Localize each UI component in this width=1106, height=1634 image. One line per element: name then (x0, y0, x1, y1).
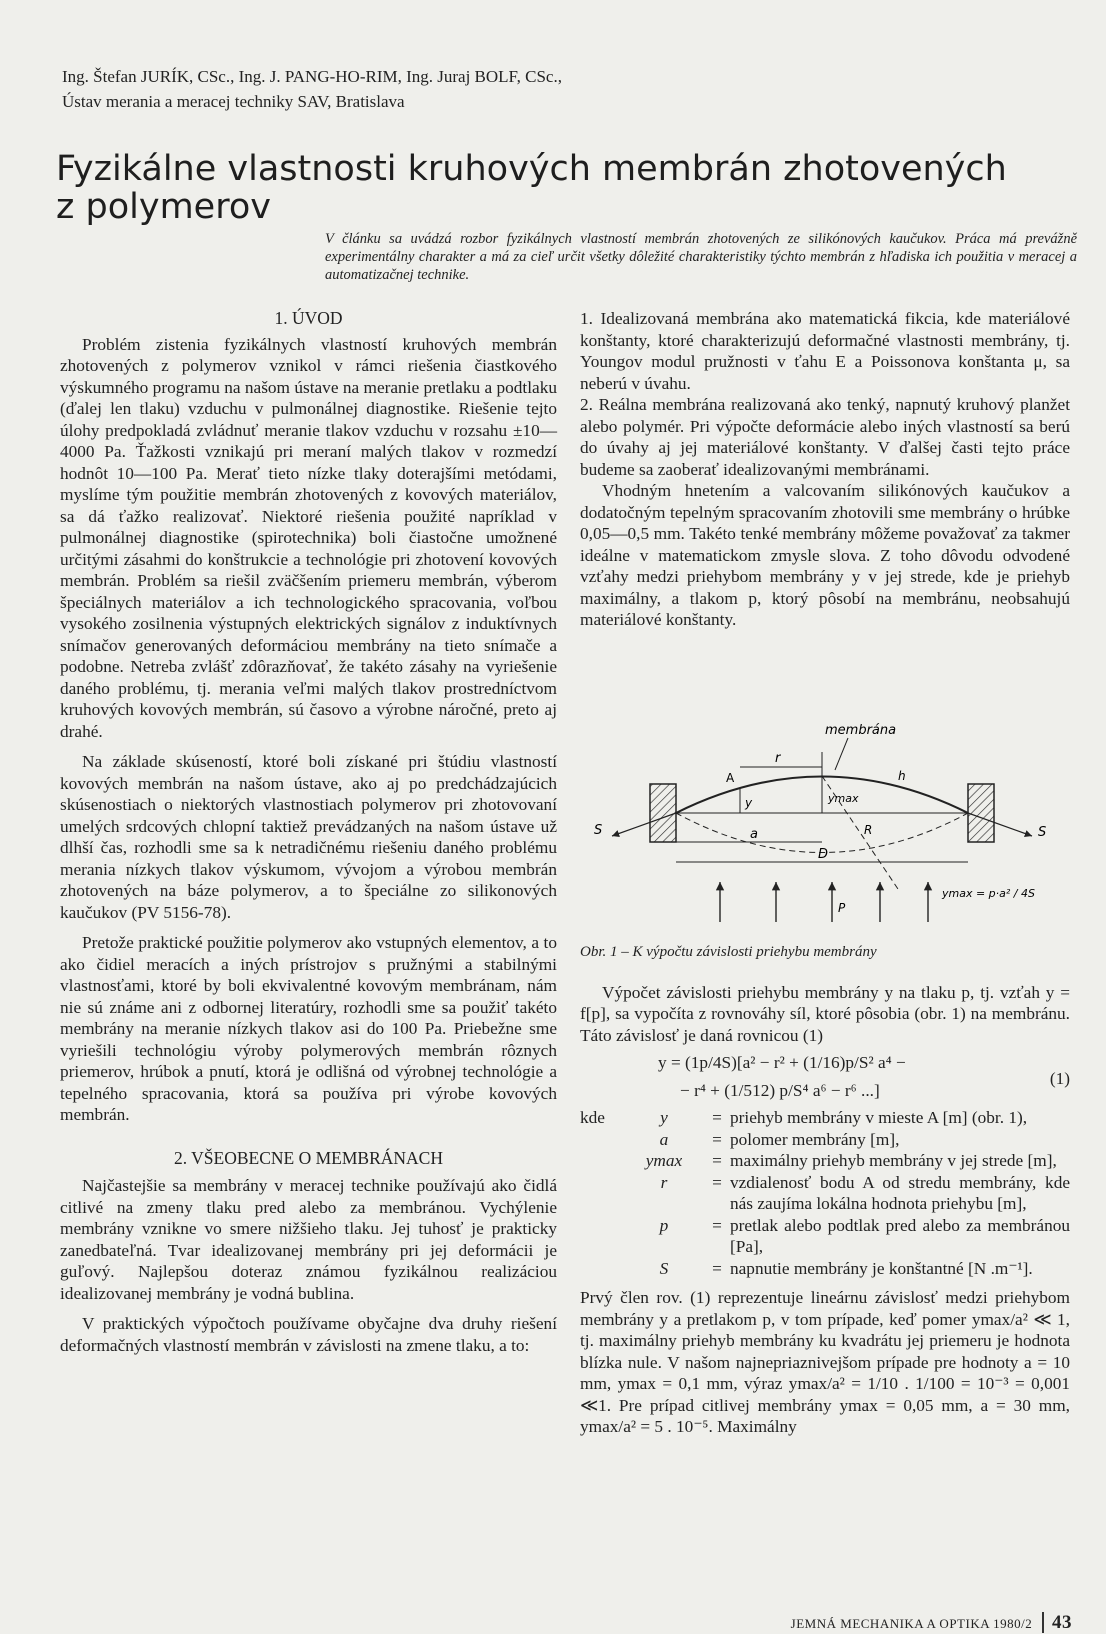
definition-row (580, 1215, 1070, 1258)
label-y: y (745, 796, 753, 810)
definition-text: polomer membrány [m], (730, 1129, 900, 1149)
title-line-2: z polymerov (56, 187, 271, 227)
paragraph: V praktických výpočtoch používame obyčajne dva druhy riešení deformačných vlastností membrán v závislosti na zmene tlaku, a to: (60, 1314, 557, 1355)
equals-sign: = (712, 1108, 722, 1127)
definition-text: vzdialenosť bodu A od stredu membrány, kde nás zaujíma lokálna hodnota priehybu [m], (730, 1172, 1070, 1213)
definition-lead (580, 1129, 624, 1151)
definition-row (580, 1107, 1070, 1129)
membrane-diagram (580, 712, 1070, 932)
definition-row (580, 1172, 1070, 1215)
right-clamp (968, 784, 994, 842)
definition-symbol: r (660, 1172, 668, 1192)
label-a: a (750, 827, 758, 842)
equals-sign: = (712, 1215, 722, 1235)
definition-row (580, 1129, 1070, 1151)
equals-sign: = (712, 1258, 722, 1278)
right-column-bottom (580, 936, 1070, 1438)
label-D: D (818, 847, 829, 862)
definition-symbol: ymax (645, 1151, 683, 1170)
authors-line: Ing. Štefan JURÍK, CSc., Ing. J. PANG-HO-RIM, Ing. Juraj BOLF, CSc., (62, 67, 562, 86)
institute-line: Ústav merania a meracej techniky SAV, Bratislava (62, 92, 405, 111)
section-heading-membranes: 2. VŠEOBECNE O MEMBRÁNACH (173, 1147, 443, 1168)
equals-sign: = (712, 1172, 722, 1192)
paragraph: Prvý člen rov. (1) reprezentuje lineárnu závislosť medzi priehybom membrány y a pretlakom p, v tom prípade, keď pomer ymax/a² ≪ 1, tj. maximálny priehyb membrány ku kvadrátu jej priemeru je hodnota blízka nule. V našom najnepriaznivejšom prípade pre hodnoty a = 10 mm, ymax = 0,1 mm, výraz ymax/a² = 1/10 . 1/100 = 10⁻³ = 0,001 ≪1. Pre prípad citlivej membrány ymax = 0,05 mm, a = 30 mm, ymax/a² = 5 . 10⁻⁵. Maximálny (580, 1288, 1070, 1436)
paragraph: 2. Reálna membrána realizovaná ako tenký, napnutý kruhový planžet alebo polymér. Pri výpočte deformácie alebo iných vlastností sa berú do úvahy aj jej materiálové konštanty. V ďalšej časti tejto práce budeme sa zaoberať idealizovanými membránami. (580, 395, 1070, 479)
membrane-diagram-svg (580, 712, 1070, 932)
definition-lead: kde (580, 1108, 605, 1127)
definition-symbol: p (659, 1215, 669, 1235)
figure-formula: ymax = p·a² / 4S (942, 887, 1035, 900)
paragraph: Výpočet závislosti priehybu membrány y na tlaku p, tj. vzťah y = f[p], sa vypočíta z rovnováhy síl, ktoré pôsobia (obr. 1) na membránu. Táto závislosť je daná rovnicou (1) (580, 982, 1070, 1045)
label-membrana: membrána (825, 723, 897, 738)
equals-sign: = (712, 1129, 722, 1149)
label-ymax: ymax (828, 792, 859, 805)
author-block (62, 64, 562, 114)
definition-symbol: S (659, 1258, 669, 1278)
definition-text: pretlak alebo podtlak pred alebo za membránou [Pa], (730, 1215, 1070, 1256)
equals-sign: = (712, 1151, 722, 1170)
equation-line-2 (580, 1068, 1070, 1102)
article-title (56, 150, 1056, 226)
label-r: r (775, 751, 781, 766)
definition-text: priehyb membrány v mieste A [m] (obr. 1), (730, 1108, 1028, 1127)
label-a-point: A (726, 771, 735, 785)
label-p: P (838, 901, 846, 915)
abstract: V článku sa uvádzá rozbor fyzikálnych vlastností membrán zhotovených ze silikónových kaučukov. Práca má prevážně experimentálny charakter a má za cieľ určit všetky dôležité charakteristiky týchto membrán z hľadiska ich použitia v meracej a automatizačnej technike. (325, 231, 1077, 283)
definition-symbol: y (660, 1108, 668, 1127)
equation-line-1: y = (1p/4S)[a² − r² + (1/16)p/S² a⁴ − (658, 1053, 906, 1072)
left-clamp (650, 784, 676, 842)
paragraph: Problém zistenia fyzikálnych vlastností kruhových membrán zhotovených z polymerov vznikol v rámci riešenia čiastkového výskumného programu na našom ústave na meranie pretlaku a podtlaku (ďalej len tlaku) vzduchu v pulmonálnej diagnostike. Riešenie tejto úlohy predpokladá zvládnuť meranie tlakov vzduchu v rozsahu ±10—4000 Pa. Ťažkosti vznikajú pri meraní malých tlakov v rozmedzí hodnôt 10—100 Pa. Merať tieto nízke tlaky doterajšími metódami, myslíme tým použitie membrán zhotovených z kovových materiálov, sa dá ťažko realizovať. Niektoré riešenia použité napríklad v pulmonálnej diagnostike (spirotechnika) boli čiastočne umožnené určitými zásahmi do konštrukcie a technológie pri zhotovení kovových membrán. Problém sa riešil zväčšením priemeru membrán, výberom špeciálnych materiálov a ich technologického spracovania, voľbou vysokého zosilnenia výstupných elektrických signálov z induktívnych snímačov generovaných deformáciou membrány na tieto snímače a podobne. Netreba zvlášť zdôrazňovať, že takéto zásahy na vyriešenie daného problému, tj. merania veľmi malých tlakov prostredníctvom kruhových kovových membrán, sú časovo a výrobne náročné, preto aj drahé. (60, 334, 557, 741)
definition-lead (580, 1150, 624, 1172)
equation-number: (1) (1049, 1068, 1070, 1088)
label-s-left: S (594, 823, 603, 838)
label-R: R (864, 823, 873, 837)
definition-row (580, 1150, 1070, 1172)
paragraph: Vhodným hnetením a valcovaním silikónových kaučukov a dodatočným tepelným spracovaním zhotovili sme membrány o hrúbke 0,05—0,5 mm. Takéto tenké membrány môžeme považovať za takmer ideálne v matematickom zmysle slova. Z toho dôvodu odvodené vzťahy medzi priehybom membrány y v jej strede, kde je priehyb maximálny, a tlakom p, ktorý pôsobí na membránu, neobsahujú materiálové konštanty. (580, 481, 1070, 629)
paragraph: 1. Idealizovaná membrána ako matematická fikcia, kde materiálové konštanty, ktoré charakterizujú deformačné vlastnosti membrány, tj. Youngov modul pružnosti v ťahu E a Poissonova konštanta μ, sa neberú v úvahu. (580, 309, 1070, 393)
definition-lead (580, 1258, 624, 1280)
label-h: h (898, 769, 906, 783)
paragraph: Najčastejšie sa membrány v meracej technike používajú ako čidlá citlivé na zmeny tlaku pred alebo za membránou. Vychýlenie membrány vznikne vo smere nižšieho tlaku. Jej tuhosť je prakticky zanedbateľná. Tvar idealizovanej membrány pri jej deformácii je guľový. Najlepšou doteraz známou fyzikálnou realizáciou idealizovanej membrány je vodná bublina. (60, 1176, 557, 1303)
paragraph: Na základe skúseností, ktoré boli získané pri štúdiu vlastností kovových membrán na našom ústave, ako aj po predchádzajúcich skúsenostiach o niektorých vlastnostiach polymerov pri zhotovovaní umelých srdcových chlopní taktiež prevádzaných na našom ústave už dlhší čas, rozhodli sme sa k netradičnému riešeniu daného problému merania nízkych tlakov výskumom, vývojom a výrobou membrán zhotovených na báze polymerov, a to špeciálne zo silikonových kaučukov (PV 5156-78). (60, 752, 557, 922)
definition-text: maximálny priehyb membrány v jej strede [m], (730, 1151, 1057, 1170)
definition-row (580, 1258, 1070, 1280)
page-number: 43 (1042, 1612, 1072, 1633)
figure-caption: Obr. 1 – K výpočtu závislosti priehybu membrány (580, 944, 877, 960)
definitions-table (580, 1107, 1070, 1279)
definition-lead (580, 1215, 624, 1258)
label-s-right: S (1038, 825, 1047, 840)
journal-name: JEMNÁ MECHANIKA A OPTIKA 1980/2 (790, 1616, 1033, 1631)
definition-lead (580, 1172, 624, 1215)
left-column (60, 308, 557, 1356)
paragraph: Pretože praktické použitie polymerov ako vstupných elementov, a to ako čidiel meracích a iných prístrojov s pružnými a stabilnými vlastnosťami, ktoré by boli ekvivalentné kovovým membránam, nám nie sú známe ani z odbornej literatúry, rozhodli sme sa použiť takéto membrány na meranie nízkych tlakov asi do 100 Pa. Priebežne sme vyriešili technológiu výroby polymerových membrán rôznych priemerov, hrúbok a pnutí, ktorá je odlišná od výrobnej technológie a tepelného spracovania, ktorá sa používa pri výrobe kovových membrán. (60, 933, 557, 1124)
right-column-top (580, 308, 1070, 631)
definition-text: napnutie membrány je konštantné [N .m⁻¹]. (730, 1258, 1033, 1278)
equation-line-2-text: − r⁴ + (1/512) p/S⁴ a⁶ − r⁶ ...] (680, 1080, 880, 1100)
definition-symbol: a (659, 1129, 669, 1149)
section-heading-intro: 1. ÚVOD (274, 308, 343, 328)
title-line-1: Fyzikálne vlastnosti kruhových membrán zhotovených (56, 149, 1007, 189)
